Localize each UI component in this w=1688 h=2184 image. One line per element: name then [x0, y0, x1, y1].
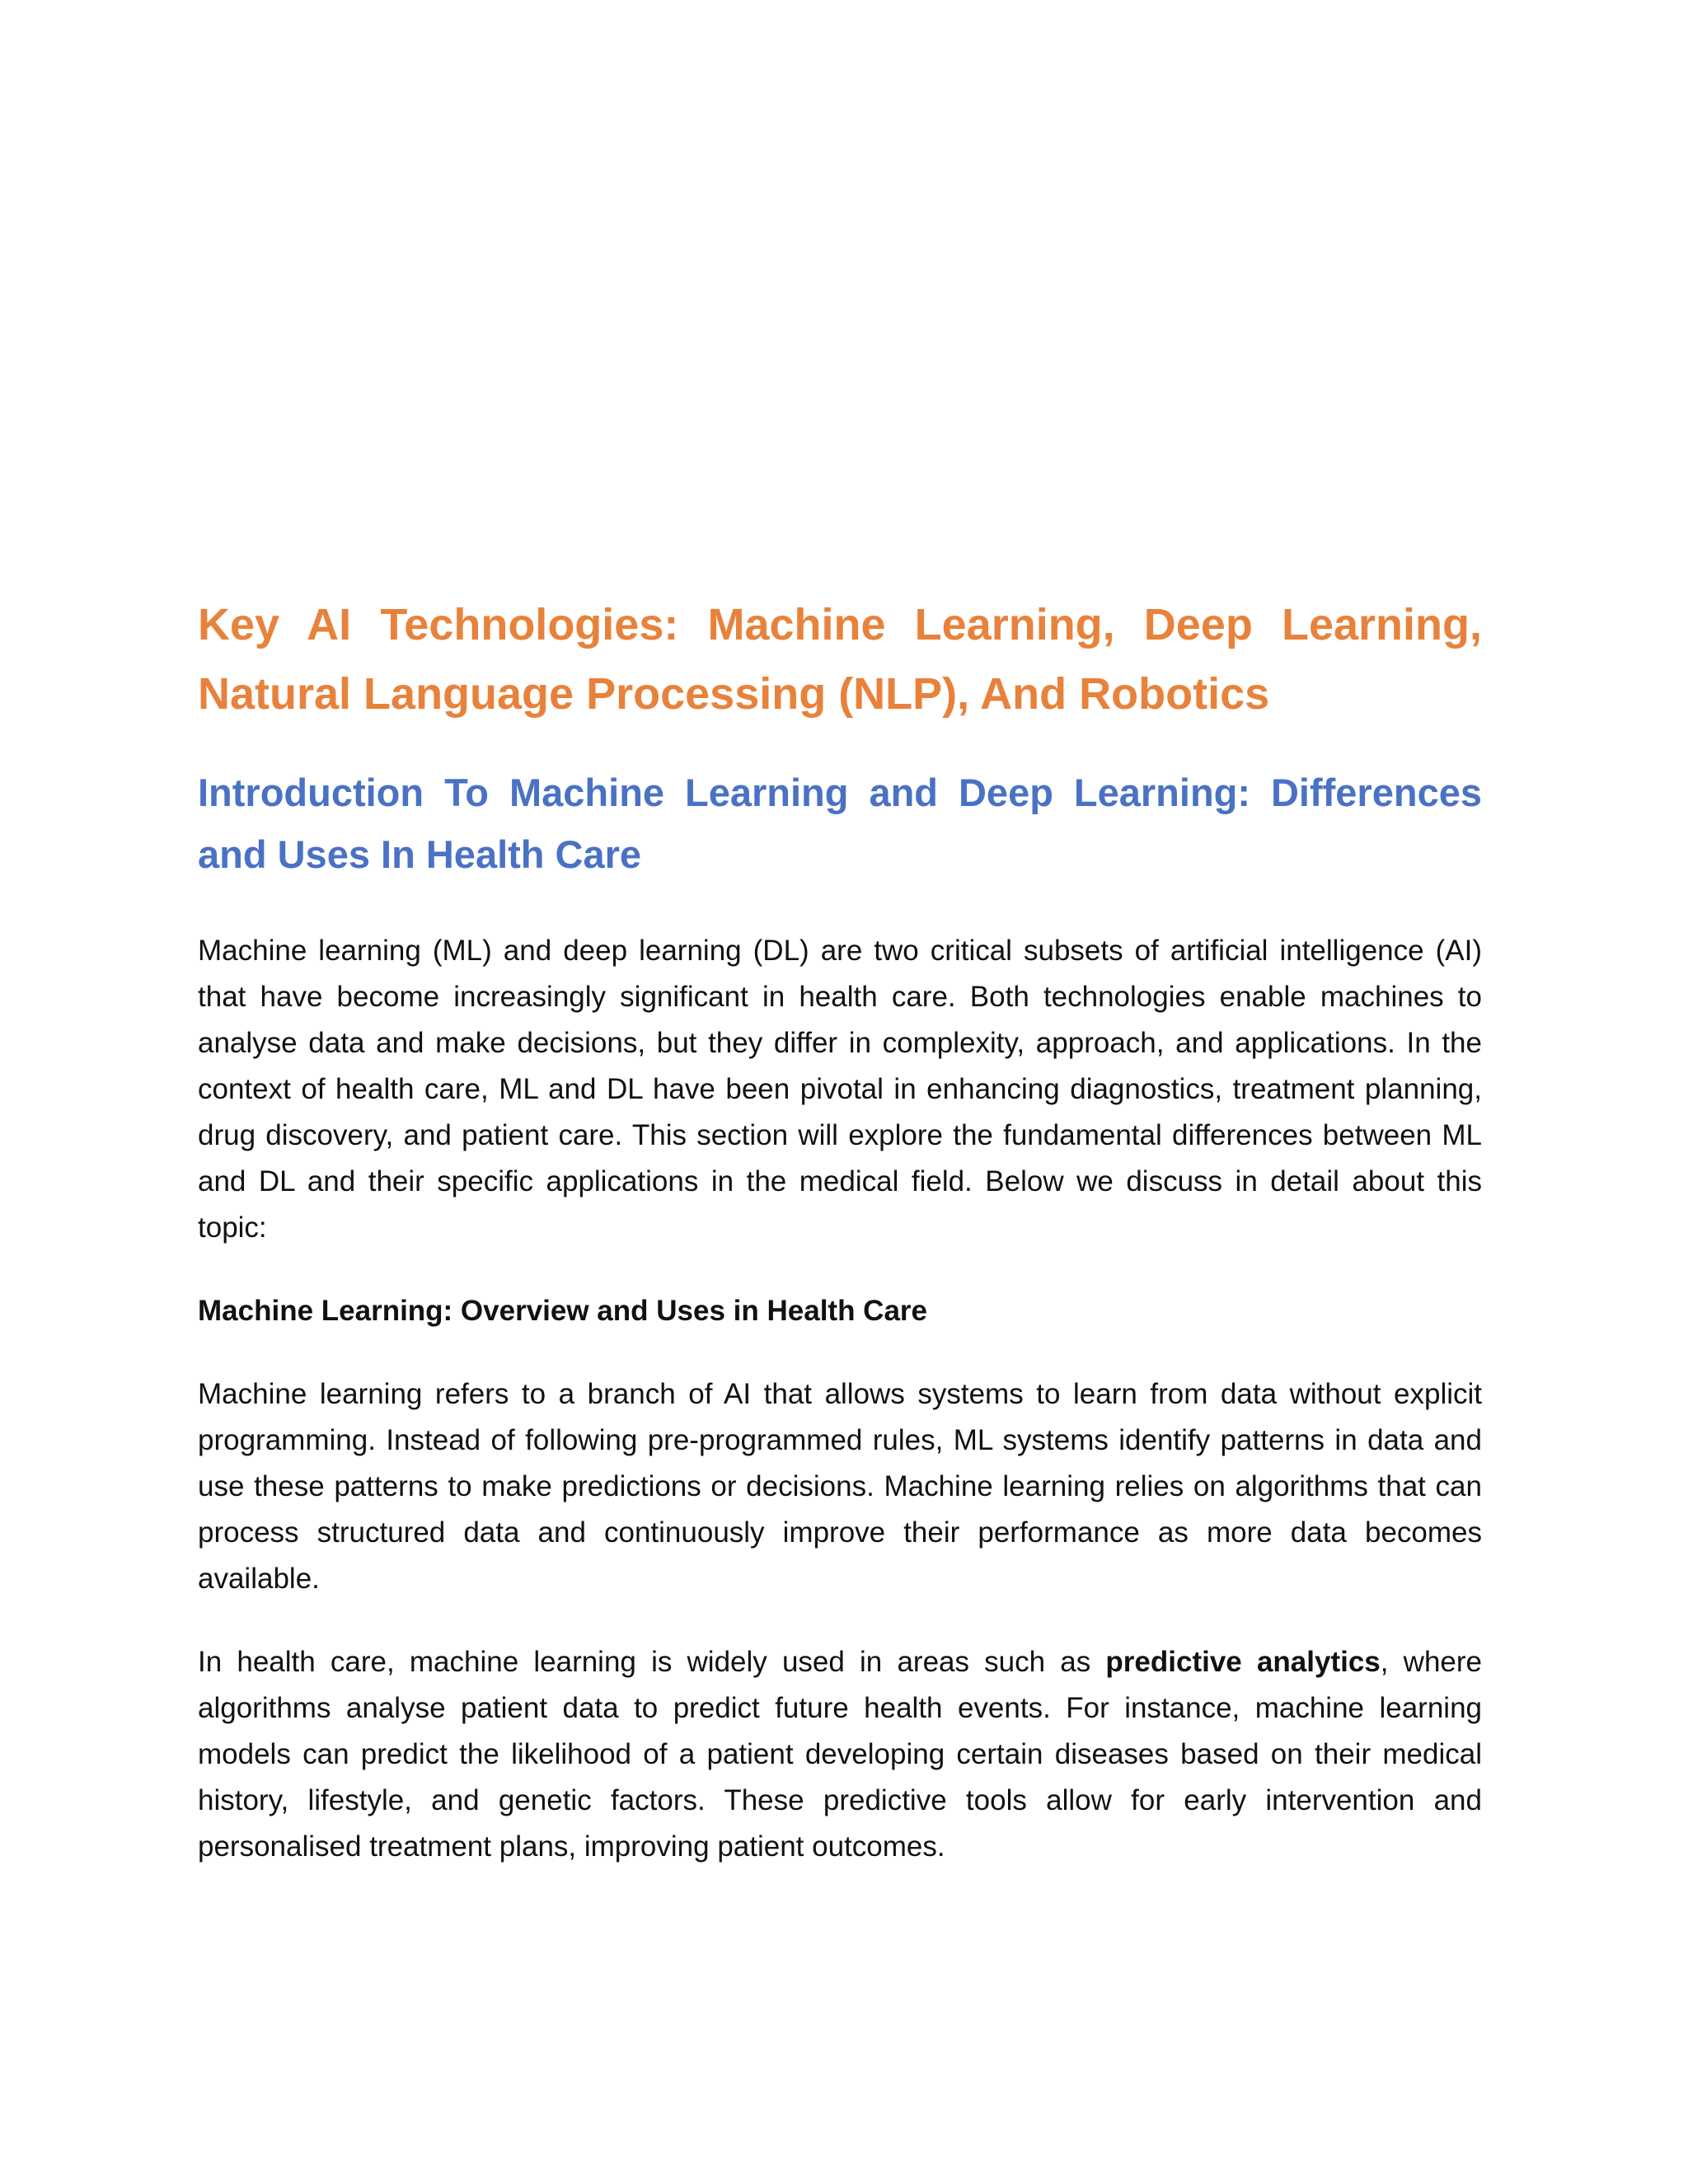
predictive-analytics-emphasis: predictive analytics — [1105, 1646, 1381, 1678]
sub-heading: Introduction To Machine Learning and Deep Learning: Differences and Uses In Health Care — [198, 771, 1482, 876]
paragraph-intro: Machine learning (ML) and deep learning (DL) are two critical subsets of artificial intelligence (AI) that have become increasingly significant in health care. Both technologies enable machines to analyse data and make decisions, but they differ in complexity, approach, and applications. In the context of health care, ML and DL have been pivotal in enhancing diagnostics, treatment planning, drug discovery, and patient care. This section will explore the fundamental differences between ML and DL and their specific applications in the medical field. Below we discuss in detail about this topic: — [198, 935, 1482, 1244]
paragraph-ml-overview: Machine learning refers to a branch of AI that allows systems to learn from data without explicit programming. Instead of following pre-programmed rules, ML systems identify patterns in data and use these patterns to make predictions or decisions. Machine learning relies on algorithms that can process structured data and continuously improve their performance as more data becomes available. — [198, 1378, 1482, 1595]
main-heading: Key AI Technologies: Machine Learning, Deep Learning, Natural Language Processing (NLP), And Robotics — [198, 600, 1482, 719]
paragraph-predictive-lead: In health care, machine learning is widely used in areas such as — [198, 1646, 1106, 1678]
paragraph-predictive-analytics — [198, 1639, 1482, 1870]
section-title: Machine Learning: Overview and Uses in Health Care — [198, 1295, 927, 1327]
document-content — [198, 590, 1482, 1907]
paragraph-predictive-tail: , where algorithms analyse patient data to predict future health events. For instance, machine learning models can predict the likelihood of a patient developing certain diseases based on their medical history, lifestyle, and genetic factors. These predictive tools allow for early intervention and personalised treatment plans, improving patient outcomes. — [198, 1646, 1482, 1863]
